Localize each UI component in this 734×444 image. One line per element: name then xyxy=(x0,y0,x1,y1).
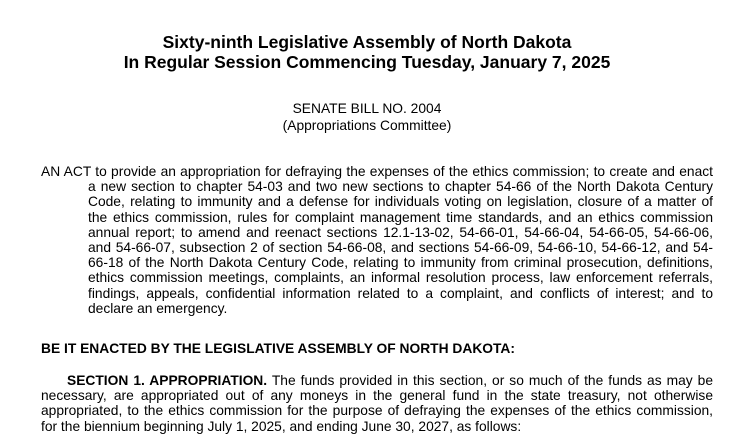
enacting-clause: BE IT ENACTED BY THE LEGISLATIVE ASSEMBLY OF NORTH DAKOTA: xyxy=(41,341,515,356)
section-1-paragraph xyxy=(41,373,713,434)
bill-number: SENATE BILL NO. 2004 xyxy=(292,101,442,116)
section-1-body: The funds provided in this section, or so much of the funds as may be necessary, are appropriated out of any moneys in the general fund in the state treasury, not otherwise appropriated, to the ethics commission for the purpose of defraying the expenses of the ethics commission, for the biennium beginning July 1, 2025, and ending June 30, 2027, as follows: xyxy=(41,373,714,434)
committee-name: (Appropriations Committee) xyxy=(282,118,452,133)
section-1-heading: SECTION 1. APPROPRIATION. xyxy=(67,373,268,388)
act-title-paragraph: AN ACT to provide an appropriation for defraying the expenses of the ethics commission; to create and enact a new section to chapter 54-03 and two new sections to chapter 54-66 of the North Dakota Century Code, relating to immunity and a defense for individuals voting on legislation, closure of a matter of the ethics commission, rules for complaint management time standards, and an ethics commission annual report; to amend and reenact sections 12.1-13-02, 54-66-01, 54-66-04, 54-66-05, 54-66-06, and 54-66-07, subsection 2 of section 54-66-08, and sections 54-66-09, 54-66-10, 54-66-12, and 54-66-18 of the North Dakota Century Code, relating to immunity from criminal prosecution, definitions, ethics commission meetings, complaints, an informal resolution process, law enforcement referrals, findings, appeals, confidential information related to a complaint, and conflicts of interest; and to declare an emergency. xyxy=(41,164,713,316)
assembly-title: Sixty-ninth Legislative Assembly of North Dakota xyxy=(162,32,572,52)
session-title: In Regular Session Commencing Tuesday, January 7, 2025 xyxy=(123,52,611,72)
